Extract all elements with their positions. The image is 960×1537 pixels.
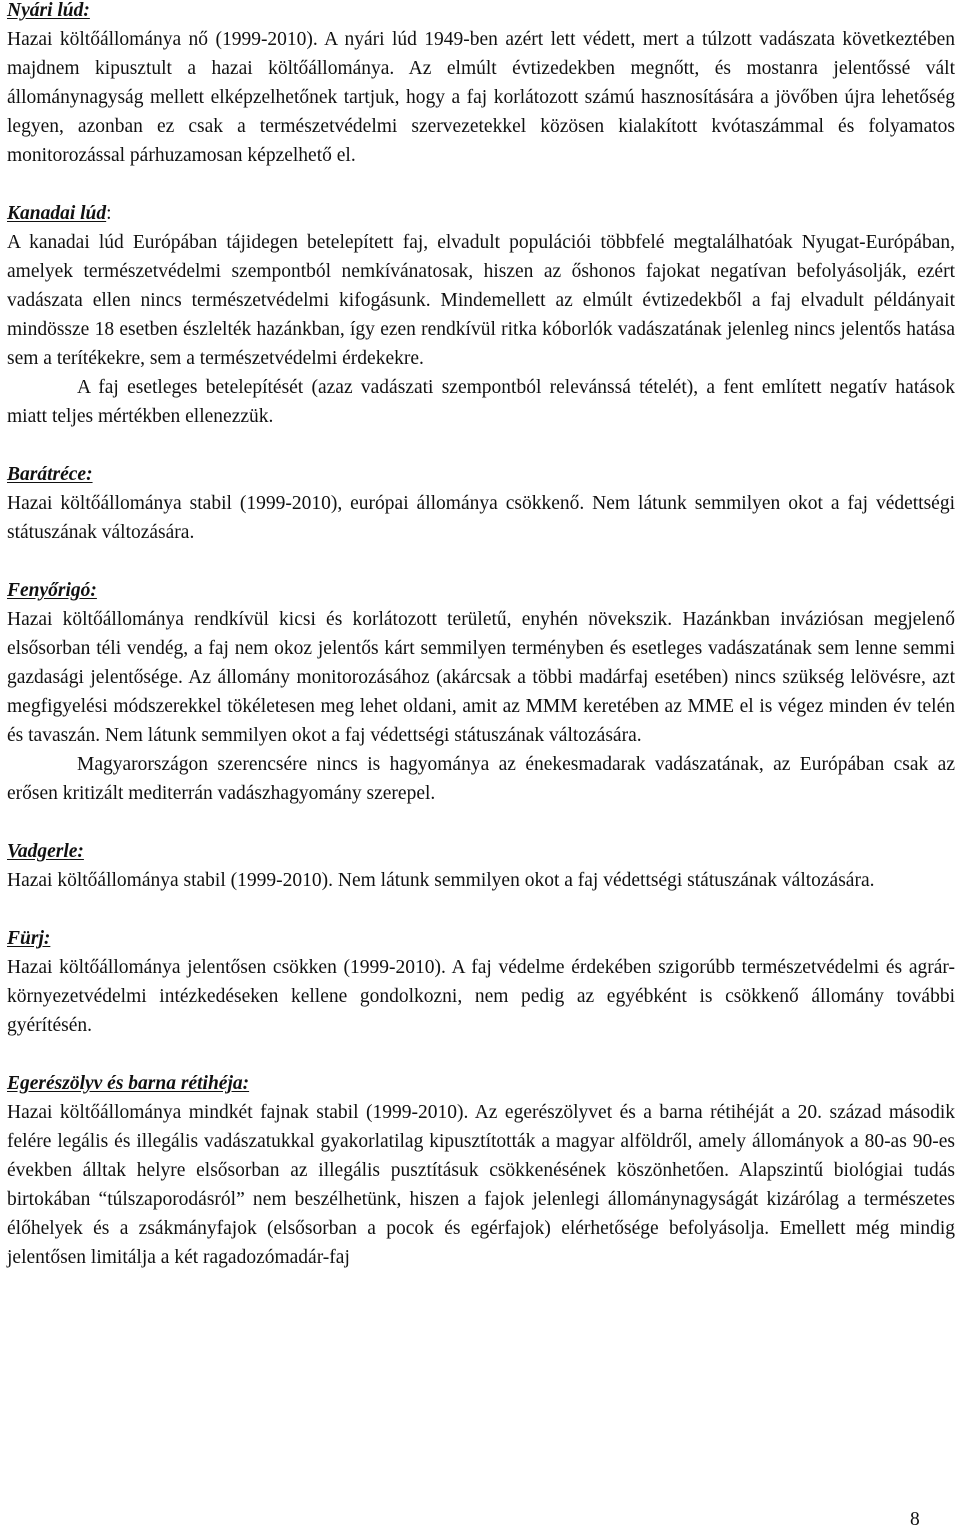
paragraph: Hazai költőállománya rendkívül kicsi és korlátozott területű, enyhén növekszik. Hazánkban inváziósan megjelenő elsősorban téli vendég, a faj nem okoz jelentős kárt semmilyen terményben és esetleges vadászatának sem lenne semmi gazdasági jelentősége. Az állomány monitorozásához (akárcsak a többi madárfaj esetében) nincs szükség lelövésre, azt megfigyelési módszerekkel tökéletesen meg lehet oldani, amit az MMM keretében az MME el is végez minden év telén és tavaszán. Nem látunk semmilyen okot a faj védettségi státuszának változására. bbox=[7, 609, 955, 746]
section-vadgerle bbox=[7, 837, 955, 895]
paragraph: Hazai költőállománya mindkét fajnak stabil (1999-2010). Az egerészölyvet és a barna rétihéját a 20. század második felére legális és illegális vadászatukkal gyakorlatilag kipusztították a magyar alföldről, amely állományok a 80-as 90-es években álltak helyre elsősorban az illegális pusztításuk csökkenésének köszönhetően. Alapszintű biológiai tudás birtokában “túlszaporodásról” nem beszélhetünk, hiszen a fajok jelenlegi állománynagyságát kizárólag a természetes élőhelyek és a zsákmányfajok (elsősorban a pocok és egérfajok) elérhetősége befolyásolja. Emellett még mindig jelentősen limitálja a két ragadozómadár-faj bbox=[7, 1102, 955, 1268]
paragraph: A faj esetleges betelepítését (azaz vadászati szempontból relevánssá tételét), a fent említett negatív hatások miatt teljes mértékben ellenezzük. bbox=[7, 377, 955, 427]
section-fenyorigo bbox=[7, 576, 955, 808]
section-heading: Fenyőrigó: bbox=[7, 580, 97, 601]
section-kanadai-lud bbox=[7, 199, 955, 431]
paragraph: Hazai költőállománya nő (1999-2010). A nyári lúd 1949-ben azért lett védett, mert a túlzott vadászata következtében majdnem kipusztult a hazai költőállománya. Az elmúlt évtizedekben megnőtt, és mostanra jelentőssé vált állománynagyság mellett elképzelhetőnek tartjuk, hogy a faj korlátozott számú hasznosítására a jövőben újra lehetőség legyen, azonban ez csak a természetvédelmi szervezetekkel közösen kialakított kvótaszámmal és folyamatos monitorozással párhuzamosan képzelhető el. bbox=[7, 29, 955, 166]
heading-colon: : bbox=[106, 203, 112, 224]
section-heading: Barátréce: bbox=[7, 464, 93, 485]
section-heading: Vadgerle: bbox=[7, 841, 84, 862]
section-furj bbox=[7, 924, 955, 1040]
paragraph: Hazai költőállománya stabil (1999-2010). Nem látunk semmilyen okot a faj védettségi státuszának változására. bbox=[7, 870, 875, 891]
document-body bbox=[7, 0, 955, 1301]
paragraph: Hazai költőállománya jelentősen csökken (1999-2010). A faj védelme érdekében szigorúbb természetvédelmi és agrár-környezetvédelmi intézkedéseken kellene gondolkozni, nem pedig az egyébként is csökkenő állomány további gyérítésén. bbox=[7, 957, 955, 1036]
section-heading-line bbox=[7, 199, 955, 228]
section-heading: Kanadai lúd bbox=[7, 203, 107, 224]
section-heading: Fürj: bbox=[7, 928, 51, 949]
section-heading: Nyári lúd: bbox=[7, 0, 90, 21]
paragraph: Hazai költőállománya stabil (1999-2010), európai állománya csökkenő. Nem látunk semmilyen okot a faj védettségi státuszának változására. bbox=[7, 493, 955, 543]
page-number: 8 bbox=[910, 1509, 920, 1530]
section-egereszolyv-es-barna-retiheja bbox=[7, 1069, 955, 1272]
section-baratrece bbox=[7, 460, 955, 547]
paragraph: A kanadai lúd Európában tájidegen betelepített faj, elvadult populációi többfelé megtalálhatóak Nyugat-Európában, amelyek természetvédelmi szempontból nemkívánatosak, hiszen az őshonos fajokat negatívan befolyásolják, ezért vadászata ellen nincs természetvédelmi kifogásunk. Mindemellett az elmúlt évtizedekből a faj elvadult példányait mindössze 18 esetben észlelték hazánkban, így ezen rendkívül ritka kóborlók vadászatának jelenleg nincs jelentős hatása sem a terítékekre, sem a természetvédelmi érdekekre. bbox=[7, 232, 955, 369]
paragraph: Magyarországon szerencsére nincs is hagyománya az énekesmadarak vadászatának, az Európában csak az erősen kritizált mediterrán vadászhagyomány szerepel. bbox=[7, 754, 955, 804]
section-nyari-lud bbox=[7, 0, 955, 170]
section-heading: Egerészölyv és barna rétihéja: bbox=[7, 1073, 250, 1094]
